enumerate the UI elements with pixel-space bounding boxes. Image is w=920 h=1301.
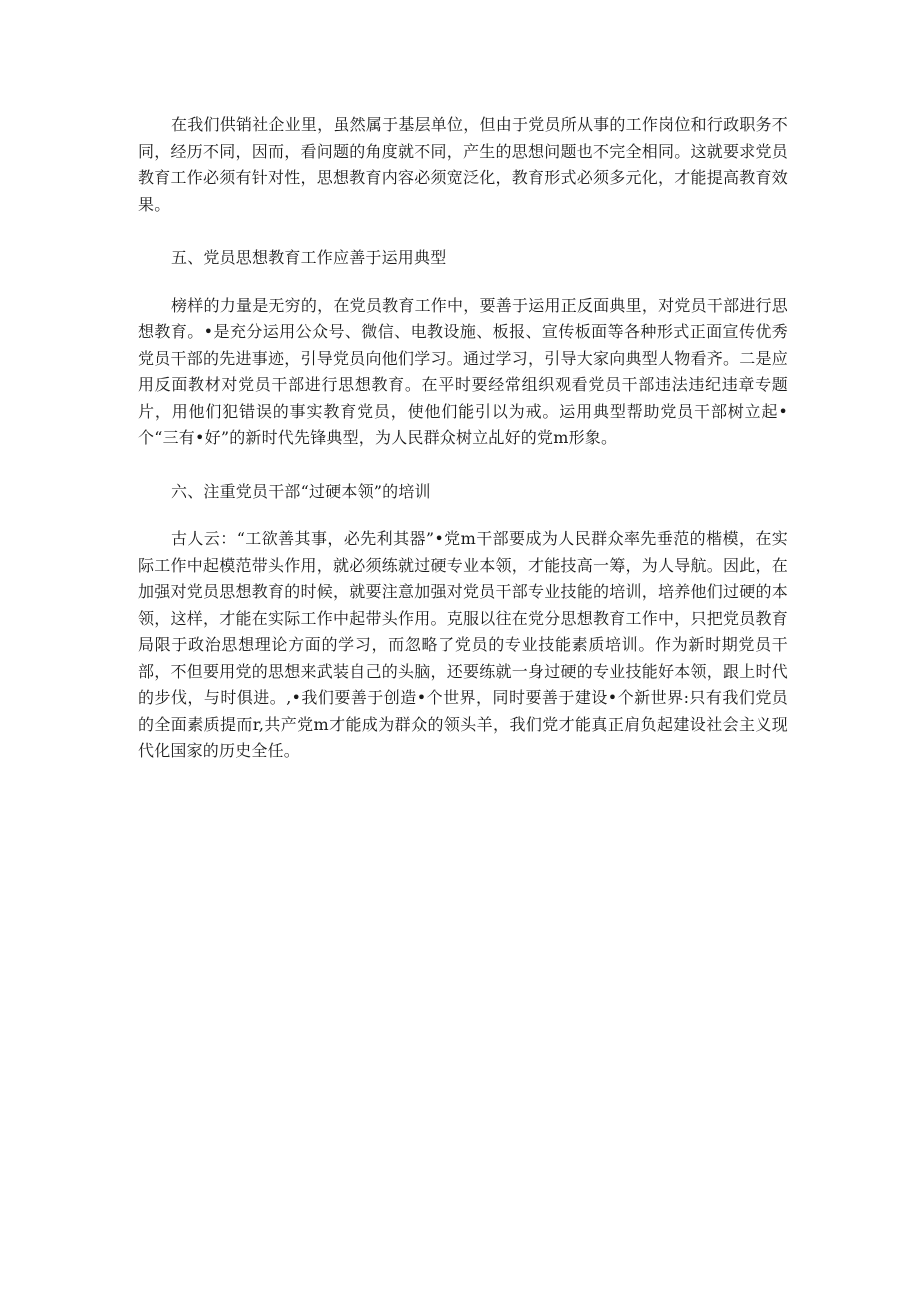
section-heading-5: 五、党员思想教育工作应善于运用典型 (171, 248, 447, 267)
paragraph-typical-examples: 榜样的力量是无穷的，在党员教育工作中，要善于运用正反面典里，对党员干部进行思想教育。•是充分运用公众号、微信、电教设施、板报、宣传板面等各种形式正面宣传优秀党员干部的先进事迹，引导党员向他们学习。通过学习，引导大家向典型人物看齐。二是应用反面教材对党员干部进行思想教育。在平时要经常组织观看党员干部违法违纪违章专题片，用他们犯错误的事实教育党员，使他们能引以为戒。运用典型帮助党员干部树立起•个“三有•好”的新时代先锋典型，为人民群众树立乩好的党m形象。 (138, 295, 788, 447)
paragraph-intro: 在我们供销社企业里，虽然属于基层单位，但由于党员所从事的工作岗位和行政职务不同，经历不同，因而，看问题的角度就不同，产生的思想问题也不完全相同。这就要求党员教育工作必须有针对性，思想教育内容必须宽泛化，教育形式必须多元化，才能提高教育效果。 (138, 115, 788, 214)
paragraph-skills-training: 古人云：“工欲善其事，必先利其器”•党m干部要成为人民群众率先垂范的楷模，在实际工作中起模范带头作用，就必须练就过硬专业本领，才能技高一筹，为人导航。因此，在加强对党员思想教育的时候，就要注意加强对党员干部专业技能的培训，培养他们过硬的本领，这样，才能在实际工作中起带头作用。克服以往在党分思想教育工作中，只把党员教育局限于政治思想理论方面的学习，而忽略了党员的专业技能素质培训。作为新时期党员干部，不但要用党的思想来武装自己的头脑，还要练就一身过硬的专业技能好本领，跟上时代的步伐，与时俱进。,•我们要善于创造•个世界，同时要善于建设•个新世界:只有我们党员的全面素质提而r,共产党m才能成为群众的领头羊，我们党才能真正肩负起建设社会主义现代化国家的历史全任。 (138, 529, 788, 760)
section-heading-6: 六、注重党员干部“过硬本领”的培训 (171, 481, 431, 501)
document-body (138, 112, 788, 765)
